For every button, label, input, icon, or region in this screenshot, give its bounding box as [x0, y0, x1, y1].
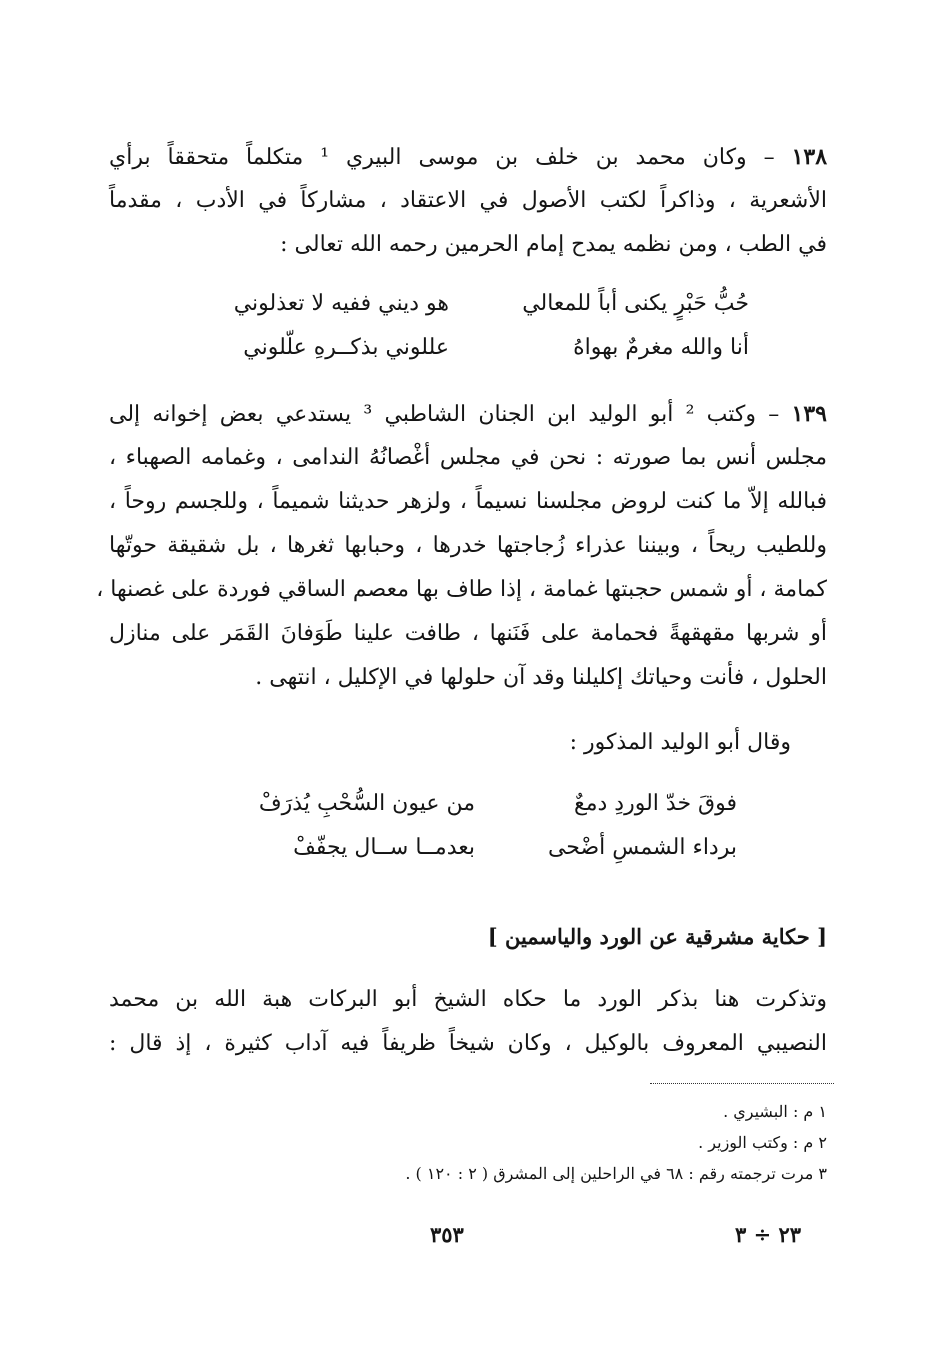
verse-second-hemistich: عللوني بذكــرهِ علّلوني — [243, 335, 449, 360]
entry-139-line-2: مجلس أنس بما صورته : نحن في مجلس أغْصانُهُ الندامى ، وغمامه الصهباء ، — [109, 445, 827, 470]
footnote-3: ٣ مرت ترجمته رقم : ٦٨ في الراحلين إلى المشرق ( ٢ : ١٢٠ ) . — [405, 1164, 827, 1183]
page-number: ٣٥٣ — [430, 1222, 464, 1247]
signature-mark: ٢٣ ÷ ٣ — [735, 1222, 802, 1247]
entry-139-line-4: وللطيب ريحاً ، وبيننا عذراء زُجاجتها خدرها ، وحبابها ثغرها ، بل شقيقة حوتّها — [109, 533, 827, 558]
verse-first-hemistich: برداء الشمسِ أضْحى — [547, 835, 737, 860]
entry-139-line-5: كمامة ، أو شمس حجبتها غمامة ، إذا طاف بها معصم الساقي فوردة على غصنها ، — [96, 577, 827, 602]
entry-139-line-7: الحلول ، فأنت وحياتك إكليلنا وقد آن حلولها في الإكليل ، انتهى . — [255, 665, 827, 690]
verse-intro: وقال أبو الوليد المذكور : — [569, 730, 791, 755]
entry-138-line-1: ١٣٨ – وكان محمد بن خلف بن موسى البيري ¹ متكلماً متحققاً برأي — [109, 144, 828, 170]
footnote-2: ٢ م : وكتب الوزير . — [698, 1133, 827, 1152]
entry-139-line-3: فبالله إلاّ ما كنت لروض مجلسنا نسيماً ، ولزهر حديثنا شميماً ، وللجسم روحاً ، — [109, 489, 827, 514]
entry-number: ١٣٩ — [791, 401, 827, 427]
verse-second-hemistich: هو ديني ففيه لا تعذلوني — [233, 291, 449, 316]
footnote-divider — [650, 1083, 834, 1084]
section-heading: [ حكاية مشرقية عن الورد والياسمين ] — [487, 924, 827, 949]
verse-second-hemistich: من عيون السُّحْبِ يُذرَفْ — [258, 791, 475, 816]
section-line-1: وتذكرت هنا بذكر الورد ما حكاه الشيخ أبو البركات هبة الله بن محمد — [109, 987, 827, 1012]
entry-138-line-3: في الطب ، ومن نظمه يمدح إمام الحرمين رحمه الله تعالى : — [280, 232, 827, 257]
verse-first-hemistich: حُبُّ حَبْرٍ يكنى أباً للمعالي — [522, 291, 749, 316]
entry-138-line-2: الأشعرية ، وذاكراً لكتب الأصول في الاعتقاد ، مشاركاً في الأدب ، مقدماً — [109, 188, 827, 213]
footnote-1: ١ م : البشيري . — [723, 1102, 827, 1121]
verse-second-hemistich: بعدمــا ســال يجفّفْ — [293, 835, 475, 860]
entry-139-line-1: ١٣٩ – وكتب ² أبو الوليد ابن الجنان الشاطبي ³ يستدعي بعض إخوانه إلى — [109, 401, 827, 427]
verse-first-hemistich: أنا والله مغرمٌ بهواهُ — [573, 335, 749, 360]
entry-139-line-6: أو شربها مقهقهةً فحمامة على فَنَنها ، طافت علينا طَوَفانَ القَمَر على منازل — [109, 621, 827, 646]
section-line-2: النصيبي المعروف بالوكيل ، وكان شيخاً ظريفاً فيه آداب كثيرة ، إذ قال : — [109, 1031, 827, 1056]
entry-number: ١٣٨ — [791, 144, 828, 170]
verse-first-hemistich: فوقَ خدّ الوردِ دمعٌ — [574, 791, 737, 816]
